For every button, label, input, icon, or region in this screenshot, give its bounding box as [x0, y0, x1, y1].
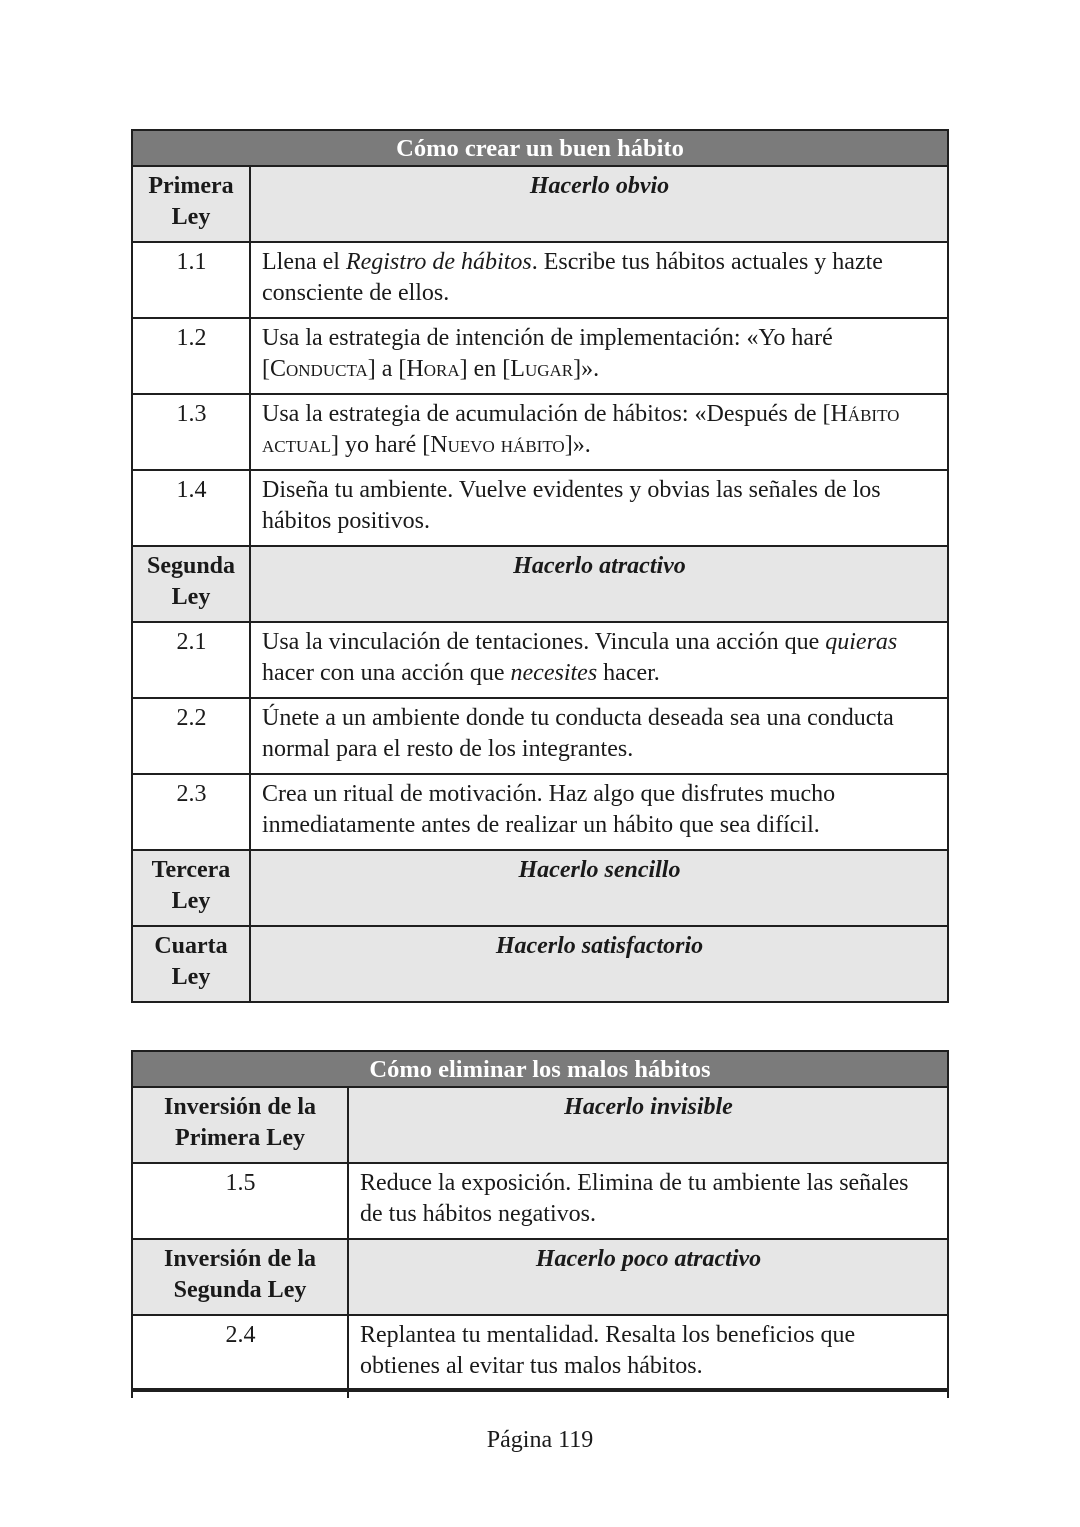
bad-habit-table [131, 1050, 949, 1392]
table-row [132, 1315, 948, 1391]
row-text: Usa la vinculación de tentaciones. Vincula una acción que quieras hacer con una acción que necesites hacer. [250, 622, 948, 698]
row-text: Reduce la exposición. Elimina de tu ambiente las señales de tus hábitos negativos. [348, 1163, 948, 1239]
law-heading: Hacerlo poco atractivo [348, 1239, 948, 1315]
law-label: Tercera Ley [132, 850, 250, 926]
table-title: Cómo crear un buen hábito [132, 130, 948, 166]
table-row [132, 698, 948, 774]
law-heading: Hacerlo invisible [348, 1087, 948, 1163]
row-number: 2.4 [132, 1315, 348, 1391]
row-number: 1.2 [132, 318, 250, 394]
row-text: Diseña tu ambiente. Vuelve evidentes y obvias las señales de los hábitos positivos. [250, 470, 948, 546]
law-heading: Hacerlo obvio [250, 166, 948, 242]
table-row [132, 242, 948, 318]
row-number: 1.4 [132, 470, 250, 546]
row-number: 2.2 [132, 698, 250, 774]
table-row [132, 318, 948, 394]
table-row [132, 1163, 948, 1239]
law-label: Inversión de la Segunda Ley [132, 1239, 348, 1315]
row-number: 1.3 [132, 394, 250, 470]
page-number: Página 119 [486, 1427, 594, 1453]
row-text: Usa la estrategia de acumulación de hábitos: «Después de [Hábito actual] yo haré [Nuevo hábito]». [250, 394, 948, 470]
table-title: Cómo eliminar los malos hábitos [132, 1051, 948, 1087]
law-heading: Hacerlo sencillo [250, 850, 948, 926]
table-row [132, 470, 948, 546]
good-habit-table [131, 129, 949, 1003]
law-heading: Hacerlo atractivo [250, 546, 948, 622]
law-heading: Hacerlo satisfactorio [250, 926, 948, 1002]
table-row [132, 774, 948, 850]
row-text: Llena el Registro de hábitos. Escribe tus hábitos actuales y hazte consciente de ellos. [250, 242, 948, 318]
row-text: Únete a un ambiente donde tu conducta deseada sea una conducta normal para el resto de los integrantes. [250, 698, 948, 774]
table-continuation-edge [131, 1388, 949, 1398]
row-text: Crea un ritual de motivación. Haz algo que disfrutes mucho inmediatamente antes de realizar un hábito que sea difícil. [250, 774, 948, 850]
table-row [132, 394, 948, 470]
row-text: Replantea tu mentalidad. Resalta los beneficios que obtienes al evitar tus malos hábitos. [348, 1315, 948, 1391]
law-label: Inversión de la Primera Ley [132, 1087, 348, 1163]
row-number: 1.1 [132, 242, 250, 318]
row-number: 2.1 [132, 622, 250, 698]
table-row [132, 622, 948, 698]
law-label: Primera Ley [132, 166, 250, 242]
row-number: 1.5 [132, 1163, 348, 1239]
law-label: Cuarta Ley [132, 926, 250, 1002]
law-label: Segunda Ley [132, 546, 250, 622]
row-number: 2.3 [132, 774, 250, 850]
row-text: Usa la estrategia de intención de implementación: «Yo haré [Conducta] a [Hora] en [Lugar]». [250, 318, 948, 394]
